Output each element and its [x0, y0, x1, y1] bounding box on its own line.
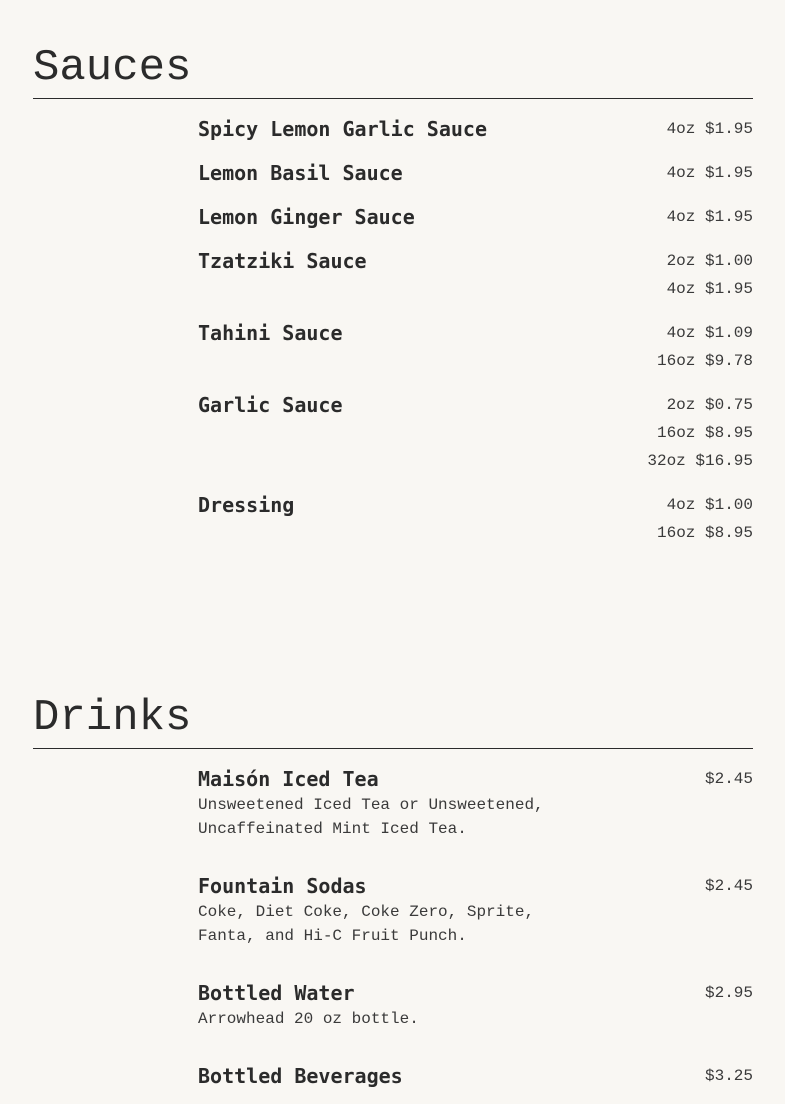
sauces-divider: [33, 98, 753, 99]
item-price: $2.95: [704, 984, 753, 1002]
menu-item-spicy-lemon-garlic-sauce[interactable]: [198, 115, 753, 159]
item-name: Bottled Beverages: [198, 1064, 403, 1088]
drinks-heading: Drinks: [33, 693, 192, 743]
item-price: $2.45: [704, 770, 753, 788]
item-price: $3.25: [704, 1067, 753, 1085]
menu-item-dressing[interactable]: [198, 491, 753, 563]
item-name: Lemon Ginger Sauce: [198, 205, 415, 229]
item-price: 4oz $1.09: [666, 324, 753, 342]
item-name: Maisón Iced Tea: [198, 767, 379, 791]
item-price: 4oz $1.95: [666, 208, 753, 226]
item-price: $2.45: [704, 877, 753, 895]
item-name: Garlic Sauce: [198, 393, 343, 417]
item-name: Fountain Sodas: [198, 874, 367, 898]
sauces-heading: Sauces: [33, 43, 192, 93]
item-description: Coke, Diet Coke, Coke Zero, Sprite, Fanta, and Hi-C Fruit Punch.: [198, 903, 535, 945]
item-name: Spicy Lemon Garlic Sauce: [198, 117, 487, 141]
item-price: 16oz $8.95: [656, 424, 753, 442]
menu-item-lemon-ginger-sauce[interactable]: [198, 203, 753, 247]
item-name: Bottled Water: [198, 981, 355, 1005]
menu-item-garlic-sauce[interactable]: [198, 391, 753, 491]
item-price: 4oz $1.00: [666, 496, 753, 514]
menu-item-fountain-sodas[interactable]: [198, 872, 753, 979]
menu-item-maison-iced-tea[interactable]: [198, 765, 753, 872]
item-price: 2oz $1.00: [666, 252, 753, 270]
menu-item-tzatziki-sauce[interactable]: [198, 247, 753, 319]
drinks-section: [33, 692, 753, 1102]
item-name: Tahini Sauce: [198, 321, 343, 345]
menu-item-bottled-water[interactable]: [198, 979, 753, 1062]
menu-item-lemon-basil-sauce[interactable]: [198, 159, 753, 203]
menu-item-tahini-sauce[interactable]: [198, 319, 753, 391]
item-price: 32oz $16.95: [647, 452, 753, 470]
item-name: Tzatziki Sauce: [198, 249, 367, 273]
sauces-section: [33, 42, 753, 563]
item-price: 16oz $8.95: [656, 524, 753, 542]
item-name: Lemon Basil Sauce: [198, 161, 403, 185]
item-description: Arrowhead 20 oz bottle.: [198, 1010, 419, 1028]
item-price: 4oz $1.95: [666, 280, 753, 298]
drinks-divider: [33, 748, 753, 749]
item-name: Dressing: [198, 493, 295, 517]
menu-item-bottled-beverages[interactable]: [198, 1062, 753, 1102]
item-price: 4oz $1.95: [666, 164, 753, 182]
item-price: 4oz $1.95: [666, 120, 753, 138]
item-price: 2oz $0.75: [666, 396, 753, 414]
item-description: Unsweetened Iced Tea or Unsweetened, Uncaffeinated Mint Iced Tea.: [198, 796, 544, 838]
item-price: 16oz $9.78: [656, 352, 753, 370]
